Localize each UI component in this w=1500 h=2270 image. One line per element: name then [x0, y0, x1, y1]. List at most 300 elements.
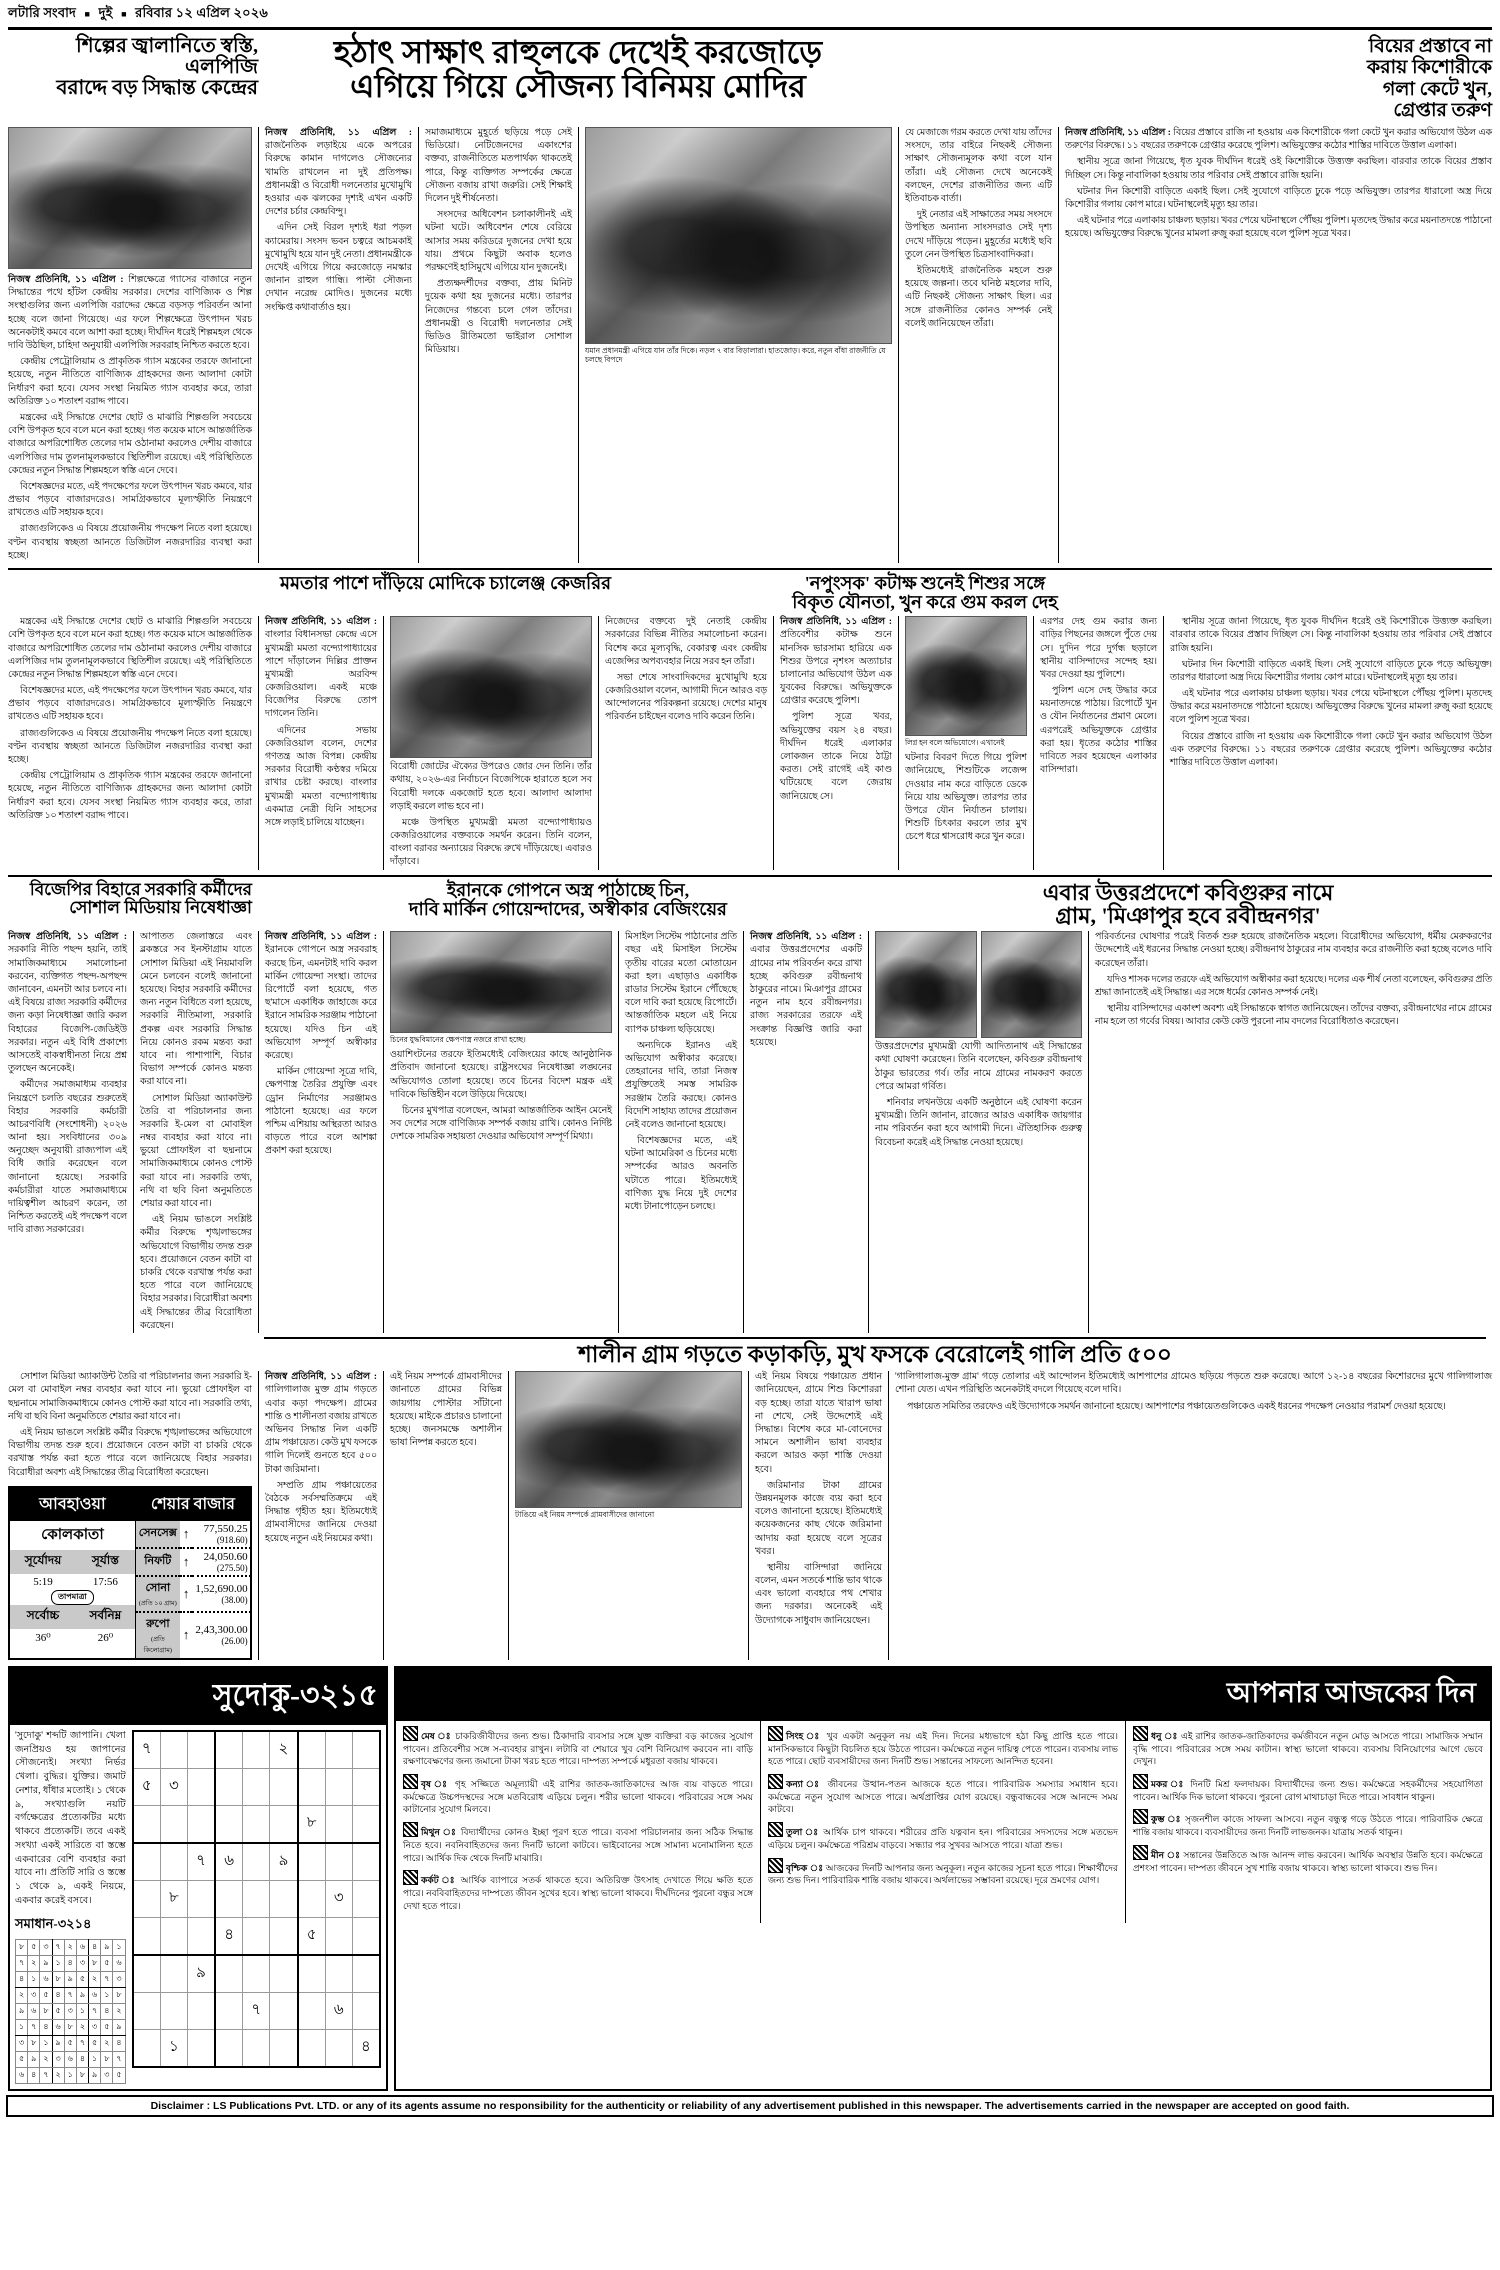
sudoku-solution-cell: ৮	[52, 1971, 64, 1987]
min-temp-label: সর্বনিম্ন	[76, 1605, 135, 1629]
lpg-cont-p3: রাজ্যগুলিকেও এ বিষয়ে প্রয়োজনীয় পদক্ষেপ নিতে বলা হয়েছে। বণ্টন ব্যবস্থায় স্বচ্ছতা আনতে ডিজিটাল নজরদারির ব্যবস্থা করা হচ্ছে।	[8, 728, 252, 766]
sudoku-cell[interactable]	[215, 1992, 243, 2029]
sudoku-cell[interactable]: ৭	[187, 1843, 215, 1881]
column-main-photo	[578, 127, 898, 563]
sudoku-cell[interactable]	[352, 1955, 380, 1993]
sudoku-cell[interactable]	[187, 1880, 215, 1917]
sudoku-cell[interactable]	[298, 2029, 326, 2067]
second-block-rule	[8, 568, 1492, 570]
police-officers-photo	[905, 616, 1027, 736]
sudoku-row	[133, 1992, 380, 2029]
lpg-cont-body	[8, 616, 252, 823]
sudoku-solution-cell: ১	[101, 1987, 113, 2003]
sudoku-cell[interactable]	[215, 1880, 243, 1917]
sudoku-cell[interactable]	[352, 1880, 380, 1917]
sudoku-cell[interactable]	[352, 1917, 380, 1955]
sudoku-row	[133, 1955, 380, 1993]
weather-sun-values	[10, 1574, 135, 1590]
sudoku-solution-cell: ২	[40, 2051, 52, 2067]
horoscope-sign-text: জীবনের উত্থান-পতন আজকে হতে পারে। পারিবারিক সমস্যার সমাধান হবে। কর্মক্ষেত্রে নতুন সুযোগ আসতে পারে। অর্থপ্রাপ্তির যোগ রয়েছে। বন্ধুবান্ধবের সঙ্গে আনন্দে সময় কাটবে।	[768, 1778, 1118, 1815]
sudoku-cell[interactable]: ৯	[270, 1843, 298, 1881]
sudoku-cell[interactable]: ৩	[325, 1880, 352, 1917]
iran-c1-p2: মার্কিন গোয়েন্দা সূত্রে দাবি, ক্ষেপণাস্ত্র তৈরির প্রযুক্তি এবং ড্রোন নির্মাণের সরঞ্জামও পাঠানো হয়েছে। এর ফলে পশ্চিম এশিয়ায় অস্থিরতা আরও বাড়তে পারে বলে আশঙ্কা প্রকাশ করা হয়েছে।	[265, 1067, 377, 1157]
masthead	[0, 0, 1500, 27]
sudoku-solution-cell: ৯	[64, 1971, 76, 1987]
disclaimer: Disclaimer : LS Publications Pvt. LTD. or any of its agents assume no responsibility for the authenticity or reliability of any advertisement published in this newspaper. The advertisements carried in the newspaper are accepted on good faith.	[6, 2095, 1494, 2117]
stock-value: 77,550.25 (918.60)	[203, 1522, 248, 1545]
sudoku-cell[interactable]	[133, 1955, 161, 1993]
sudoku-cell[interactable]: ৮	[160, 1880, 187, 1917]
sudoku-cell[interactable]	[298, 1768, 326, 1805]
child-headline: 'নপুংসক' কটাক্ষ শুনেই শিশুর সঙ্গে বিকৃত যৌনতা, খুন করে গুম করল দেহ	[792, 573, 1058, 613]
sudoku-cell[interactable]	[325, 1768, 352, 1805]
horoscope-sign-name: কর্কট ঃ	[421, 1875, 461, 1886]
bjp-c1-p2: কর্মীদের সমাজমাধ্যম ব্যবহার নিয়ন্ত্রণে চলতি বছরের শুরুতেই বিহার সরকারি কর্মচারী আচরণবিধি (সংশোধনী) ২০২৬ আনা হয়। সংবিধানের ৩০৯ অনুচ্ছেদ অনুযায়ী রাজ্যপাল এই বিধি জারি করেছেন বলে জানানো হয়েছে। সরকারি কর্মচারীরা যাতে সমাজমাধ্যমে দায়িত্বশীল আচরণ করেন, তা নিশ্চিত করতেই এই পদক্ষেপ বলে দাবি রাজ্য সরকারের।	[8, 1080, 127, 1236]
column-up-a	[743, 931, 868, 1333]
sudoku-row	[133, 1731, 380, 1769]
sudoku-solution-cell: ৫	[101, 1955, 113, 1971]
sudoku-cell[interactable]	[133, 1880, 161, 1917]
bjp-col2	[140, 931, 252, 1333]
sudoku-solution-cell: ৫	[52, 2003, 64, 2019]
sudoku-cell[interactable]	[133, 1843, 161, 1881]
horoscope-columns	[396, 1721, 1490, 1924]
zodiac-icon	[403, 1822, 418, 1837]
sudoku-solution-cell: ৪	[52, 1987, 64, 2003]
sudoku-cell[interactable]	[325, 1843, 352, 1881]
zodiac-icon	[1133, 1845, 1148, 1860]
sudoku-cell[interactable]	[133, 2029, 161, 2067]
column-child-b	[1033, 616, 1163, 870]
sudoku-row	[133, 1843, 380, 1881]
sudoku-cell[interactable]	[243, 2029, 270, 2067]
column-iran-a	[258, 931, 383, 1333]
sudoku-solution-cell: ২	[76, 2019, 88, 2035]
sudoku-solution-cell: ৮	[28, 2035, 40, 2051]
child-c1-p2: পুলিশ সূত্রে খবর, অভিযুক্তের বয়স ২৪ বছর। দীর্ঘদিন ধরেই এলাকার লোকজন তাকে নিয়ে ঠাট্টা করত। সেই রাগেই এই কাণ্ড ঘটিয়েছে বলে জেরায় জানিয়েছে সে।	[780, 712, 892, 802]
masthead-page-label: দুই	[98, 5, 113, 20]
sudoku-cell[interactable]	[215, 1768, 243, 1805]
lpg-p3: মন্ত্রকের এই সিদ্ধান্তে দেশের ছোট ও মাঝারি শিল্পগুলি সবচেয়ে বেশি উপকৃত হবে বলে মনে করা হচ্ছে। গত কয়েক মাসে আন্তর্জাতিক বাজারে অপরিশোধিত তেলের দাম ওঠানামা করলেও দেশীয় বাজারে এলপিজির দাম তুলনামূলকভাবে স্থিতিশীল রয়েছে। এই পরিস্থিতিতে কেন্দ্রের নতুন সিদ্ধান্ত শিল্পমহলে স্বস্তি এনে দেবে।	[8, 412, 252, 476]
table-row	[136, 1548, 251, 1576]
sudoku-cell[interactable]	[243, 1917, 270, 1955]
sudoku-cell[interactable]	[215, 2029, 243, 2067]
sudoku-cell[interactable]: ৩	[160, 1768, 187, 1805]
column-up-b	[1088, 931, 1492, 1333]
infobox-wrapper	[8, 1486, 252, 1660]
village-c1-p1: গালিগালাজ মুক্ত গ্রাম গড়তে এবার কড়া পদক্ষেপ। গ্রামের শান্তি ও শালীনতা বজায় রাখতে অভিনব সিদ্ধান্ত নিল একটি গ্রাম পঞ্চায়েত। কেউ মুখ ফসকে গালি দিলেই গুনতে হবে ৫০০ টাকা জরিমানা।	[265, 1385, 377, 1475]
sudoku-cell[interactable]	[160, 1843, 187, 1881]
bjp-col1	[8, 931, 127, 1237]
bjp-c2-p3: এই নিয়ম ভাঙলে সংশ্লিষ্ট কর্মীর বিরুদ্ধে শৃঙ্খলাভঙ্গের অভিযোগে বিভাগীয় তদন্ত শুরু হবে। প্রয়োজনে বেতন কাটা বা চাকরি থেকে বরখাস্ত পর্যন্ত করা হতে পারে বলে জানিয়েছে বিহার সরকার। বিরোধীরা অবশ্য এই সিদ্ধান্তের তীব্র বিরোধিতা করেছেন।	[140, 1215, 252, 1331]
top-headline-row	[8, 36, 1492, 121]
sudoku-cell[interactable]	[352, 1843, 380, 1881]
main-c2-p1: সমাজমাধ্যমে মুহূর্তে ছড়িয়ে পড়ে সেই ভিডিয়ো। নেটিজেনদের একাংশের বক্তব্য, রাজনীতিতে মতপার্থক্য থাকতেই পারে, কিন্তু ব্যক্তিগত সম্পর্কের ক্ষেত্রে সৌজন্য বজায় রাখা জরুরি। সেই শিক্ষাই দিলেন দুই শীর্ষনেতা।	[425, 128, 572, 204]
sudoku-cell[interactable]	[270, 1880, 298, 1917]
sudoku-cell[interactable]	[298, 1843, 326, 1881]
child-col2	[905, 752, 1027, 844]
sudoku-left	[15, 1730, 126, 2084]
sudoku-solution-cell: ৫	[40, 1987, 52, 2003]
column-infoboxes	[8, 1371, 258, 1660]
sudoku-cell[interactable]	[298, 1992, 326, 2029]
sudoku-solution-cell: ২	[16, 1987, 28, 2003]
sudoku-solution-cell: ৯	[40, 1955, 52, 1971]
sudoku-cell[interactable]	[243, 1880, 270, 1917]
sudoku-solution-cell: ৪	[16, 1971, 28, 1987]
sudoku-solution-cell: ৮	[76, 2067, 88, 2083]
stock-direction-icon: ↑	[182, 1585, 190, 1601]
main-byline: নিজস্ব প্রতিনিধি, ১১ এপ্রিল :	[265, 128, 412, 139]
main-col3	[905, 127, 1052, 331]
sudoku-solution-cell: ৩	[113, 1971, 125, 1987]
sudoku-solution-cell: ৭	[101, 1971, 113, 1987]
sudoku-cell[interactable]: ৪	[215, 1917, 243, 1955]
up-c1-p2: উত্তরপ্রদেশের মুখ্যমন্ত্রী যোগী আদিত্যনাথ এই সিদ্ধান্তের কথা ঘোষণা করেছেন। তিনি বলেছেন, কবিগুরু রবীন্দ্রনাথ ঠাকুর ভারতের গর্ব। তাঁর নামে গ্রামের নামকরণ করতে পেরে আমরা গর্বিত।	[875, 1042, 1082, 1092]
sudoku-solution-cell: ৯	[28, 2051, 40, 2067]
sudoku-solution-cell: ৯	[16, 2003, 28, 2019]
sudoku-cell[interactable]: ৯	[187, 1955, 215, 1993]
sudoku-solution-cell: ৭	[64, 1987, 76, 2003]
sudoku-cell[interactable]	[243, 1768, 270, 1805]
sudoku-cell[interactable]	[298, 1880, 326, 1917]
sudoku-solution-row	[16, 2067, 126, 2083]
weather-temp-labels	[10, 1605, 135, 1629]
main-c1-p2: এদিন সেই বিরল দৃশ্যই ধরা পড়ল ক্যামেরায়। সংসদ ভবন চত্বরে আচমকাই মুখোমুখি হয়ে যান দুই নেতা। প্রধানমন্ত্রীকে দেখেই এগিয়ে গিয়ে করজোড়ে নমস্কার জানান রাহুল গান্ধি। পাল্টা সৌজন্য দেখান নরেন্দ্র মোদিও। দুজনের মধ্যে সংক্ষিপ্ত কথাবার্তাও হয়।	[265, 223, 412, 313]
sudoku-cell[interactable]	[160, 1992, 187, 2029]
village-col2	[390, 1371, 502, 1450]
sudoku-cell[interactable]	[270, 1917, 298, 1955]
up-c2-p1: পরিবর্তনের ঘোষণার পরেই বিতর্ক শুরু হয়েছে রাজনৈতিক মহলে। বিরোধীদের অভিযোগ, ধর্মীয় মেরুকরণের উদ্দেশ্যেই এই ধরনের সিদ্ধান্ত নেওয়া হচ্ছে। রবীন্দ্রনাথ ঠাকুরের নাম ব্যবহার করে রাজনীতি করা হচ্ছে বলেও দাবি করেছেন তাঁরা।	[1095, 932, 1492, 969]
second-body-row	[8, 616, 1492, 870]
sudoku-cell[interactable]	[352, 1805, 380, 1843]
sudoku-solution-row	[16, 2003, 126, 2019]
up-col2	[875, 1041, 1082, 1150]
sudoku-cell[interactable]	[270, 1768, 298, 1805]
sudoku-solution-cell: ৬	[113, 1955, 125, 1971]
sudoku-cell[interactable]	[133, 1917, 161, 1955]
military-vehicle-photo	[390, 931, 612, 1033]
sudoku-row	[133, 1768, 380, 1805]
village-spacer	[8, 1337, 258, 1367]
horoscope-title: আপনার আজকের দিন	[396, 1668, 1490, 1721]
mamata-col3	[605, 616, 767, 725]
sudoku-cell[interactable]	[270, 1805, 298, 1843]
sudoku-solution-cell: ৩	[89, 2019, 101, 2035]
horoscope-sign-text: আজকের দিনটি আপনার জন্য অনুকূল। নতুন কাজের সূচনা হতে পারে। শিক্ষার্থীদের জন্য শুভ দিন। পারিবারিক শান্তি বজায় থাকবে। অর্থলাভের সম্ভাবনা রয়েছে। দূরে ভ্রমণের যোগ।	[768, 1862, 1118, 1886]
table-row	[136, 1612, 251, 1658]
sudoku-cell[interactable]	[325, 1917, 352, 1955]
sudoku-cell[interactable]	[187, 1768, 215, 1805]
weather-city: কোলকাতা	[41, 1526, 104, 1543]
sudoku-solution-cell: ৪	[76, 2051, 88, 2067]
sudoku-cell[interactable]	[352, 1992, 380, 2029]
bottom-row	[8, 1666, 1492, 2091]
horoscope-entry	[768, 1726, 1118, 1768]
sudoku-solution-row	[16, 1971, 126, 1987]
sunrise-label: সূর্যোদয়	[10, 1550, 76, 1574]
up-c1-p1: এবার উত্তরপ্রদেশের একটি গ্রামের নাম পরিবর্তন করে রাখা হচ্ছে কবিগুরু রবীন্দ্রনাথ ঠাকুরের নামে। মিঞাপুর গ্রামের নতুন নাম হবে রবীন্দ্রনগর। রাজ্য সরকারের তরফে এই সংক্রান্ত বিজ্ঞপ্তি জারি করা হয়েছে।	[750, 945, 862, 1048]
mamata-c3-p1: নিজেদের বক্তব্যে দুই নেতাই কেন্দ্রীয় সরকারের বিভিন্ন নীতির সমালোচনা করেন। বিশেষ করে মূল্যবৃদ্ধি, বেকারত্ব এবং কেন্দ্রীয় এজেন্সির অপব্যবহার নিয়ে সরব হন তাঁরা।	[605, 617, 767, 667]
masthead-separator-2: ■	[121, 9, 127, 20]
main-headline-zone	[258, 36, 898, 121]
sudoku-cell[interactable]: ১	[160, 2029, 187, 2067]
sudoku-cell[interactable]	[187, 1805, 215, 1843]
sudoku-cell[interactable]	[133, 1805, 161, 1843]
zodiac-icon	[403, 1774, 418, 1789]
sudoku-solution-cell: ৭	[52, 1939, 64, 1955]
sudoku-grid-wrap[interactable]	[132, 1730, 381, 2084]
sudoku-cell[interactable]	[325, 1805, 352, 1843]
horoscope-sign-text: এই রাশির জাতক-জাতিকাদের কর্মজীবনে নতুন মোড় আসতে পারে। সামাজিক সম্মান বৃদ্ধি পাবে। পরিবারের সঙ্গে সময় কাটান। স্বাস্থ্য ভালো থাকবে। ব্যবসায় বিনিয়োগের আগে ভেবে দেখুন।	[1133, 1730, 1483, 1767]
murder-cont-body	[1170, 616, 1492, 770]
horoscope-entry	[768, 1822, 1118, 1851]
masthead-separator-1: ■	[84, 9, 91, 20]
horoscope-sign-name: মেষ ঃ	[421, 1730, 456, 1741]
sudoku-cell[interactable]	[243, 1955, 270, 1993]
sudoku-cell[interactable]	[352, 1768, 380, 1805]
sudoku-solution-cell: ৭	[40, 2067, 52, 2083]
iran-c3-p3: বিশেষজ্ঞদের মতে, এই ঘটনা আমেরিকা ও চিনের মধ্যে সম্পর্কের আরও অবনতি ঘটাতে পারে। ইতিমধ্যেই বাণিজ্য যুদ্ধ নিয়ে দুই দেশের মধ্যে টানাপোড়েন চলছে।	[625, 1136, 737, 1213]
village-photo-caption: টাঙিয়ে এই নিয়ম সম্পর্কে গ্রামবাসীদের জানানো	[515, 1510, 655, 1520]
column-mamata-c	[598, 616, 773, 870]
sudoku-cell[interactable]	[215, 1805, 243, 1843]
military-photo-caption: চিনের যুদ্ধবিমানের ক্ষেপণাস্ত্র নজরে রাখা হচ্ছে।	[390, 1035, 526, 1045]
sudoku-cell[interactable]	[160, 1731, 187, 1769]
sudoku-solution-cell: ৬	[28, 2003, 40, 2019]
lpg-p4: বিশেষজ্ঞদের মতে, এই পদক্ষেপের ফলে উৎপাদন খরচ কমবে, যার প্রভাব পড়বে বাজারদরেও। সামগ্রিকভাবে মূল্যস্ফীতি নিয়ন্ত্রণে রাখতেও এটি সহায়ক হবে।	[8, 481, 252, 519]
horoscope-sign-text: সৃজনশীল কাজে সাফল্য আসবে। নতুন বন্ধুত্ব গড়ে উঠতে পারে। পারিবারিক ক্ষেত্রে শান্তি বজায় থাকবে। ব্যবসায়ীদের জন্য দিনটি লাভজনক। যাত্রায় সতর্ক থাকুন।	[1133, 1814, 1483, 1838]
sudoku-row	[133, 1917, 380, 1955]
sudoku-solution-cell: ৫	[16, 2051, 28, 2067]
stock-name: রুপো (প্রতি কিলোগ্রাম)	[136, 1612, 180, 1658]
sudoku-solution-cell: ৪	[101, 2003, 113, 2019]
sudoku-solution-row	[16, 1939, 126, 1955]
horoscope-sign-text: গৃহ সজ্জিতে অমূল্যায়ী এই রাশির জাতক-জাতিকাদের আজ ব্যয় বাড়তে পারে। কর্মক্ষেত্রে উচ্চপদস্থদের সঙ্গে মতবিরোধ এড়িয়ে চলুন। শরীর ভালো থাকবে। পরিবারের সঙ্গে সময় কাটানোর সুযোগ মিলবে।	[403, 1778, 753, 1815]
murder-cont-p4: বিয়ের প্রস্তাবে রাজি না হওয়ায় এক কিশোরীকে গলা কেটে খুন করার অভিযোগ উঠল এক তরুণের বিরুদ্ধে। ১১ বছরের তরুণকে গ্রেপ্তার করেছে পুলিশ। অভিযুক্তের কঠোর শাস্তির দাবিতে উত্তাল এলাকা।	[1170, 731, 1492, 769]
column-mamata-a	[258, 616, 383, 870]
sudoku-cell[interactable]: ২	[270, 1731, 298, 1769]
sudoku-cell[interactable]: ৮	[298, 1805, 326, 1843]
village-c3-p1: এই নিয়ম বিষয়ে পঞ্চায়েত প্রধান জানিয়েছেন, গ্রামে শিশু কিশোররা বড় হচ্ছে। তারা যাতে খারাপ ভাষা না শেখে, সেই উদ্দেশ্যেই এই সিদ্ধান্ত। বিশেষ করে মা-বোনেদের সামনে অশালীন ভাষা ব্যবহার করলে আরও কড়া শাস্তি দেওয়া হবে।	[755, 1372, 882, 1475]
police-photo-caption: লিগ্ন হন বলে অভিযোগে। এখানেই	[905, 738, 1005, 748]
sudoku-solution-cell: ৬	[89, 1987, 101, 2003]
sudoku-cell[interactable]: ৪	[352, 2029, 380, 2067]
sudoku-solution-row	[16, 2035, 126, 2051]
sudoku-row	[133, 2029, 380, 2067]
village-c4-p1: 'গালিগালাজ-মুক্ত গ্রাম' গড়ে তোলার এই আন্দোলন ইতিমধ্যেই আশপাশের গ্রামেও ছড়িয়ে পড়তে শুরু করেছে। আগে ১২-১৪ বছরের কিশোরদের মুখে গালিগালাজ শোনা যেত। এখন পরিস্থিতি অনেকটাই বদলে গিয়েছে বলে দাবি।	[895, 1372, 1492, 1396]
murder-cont-p2: ঘটনার দিন কিশোরী বাড়িতে একাই ছিল। সেই সুযোগে বাড়িতে ঢুকে পড়ে অভিযুক্ত। তারপর ধারালো অস্ত্র দিয়ে কিশোরীর গলায় কোপ মারে। ঘটনাস্থলেই মৃত্যু হয় তার।	[1170, 659, 1492, 683]
horoscope-entry	[768, 1858, 1118, 1887]
sudoku-cell[interactable]	[215, 1731, 243, 1769]
horoscope-entry	[1133, 1726, 1483, 1768]
stock-name: নিফটি	[136, 1548, 180, 1576]
bjp-c1-p1: সরকারি নীতি পছন্দ হয়নি, তাই সামাজিকমাধ্যমে সমালোচনা করবেন, ব্যক্তিগত পছন্দ-অপছন্দ জানাবেন, এমনটা আর চলবে না। এই বিষয়ে রাজ্য সরকারি কর্মীদের জন্য কড়া নিষেধাজ্ঞা জারি করল বিহারের বিজেপি-জেডিইউ সরকার। নতুন এই বিধি প্রকাশ্যে আসতেই বাকস্বাধীনতা নিয়ে প্রশ্ন তুলছেন অনেকেই।	[8, 945, 127, 1075]
sudoku-cell[interactable]	[352, 1731, 380, 1769]
sudoku-cell[interactable]	[187, 1731, 215, 1769]
sudoku-solution-cell: ১	[52, 1955, 64, 1971]
up-c1-p3: শনিবার লখনউয়ে একটি অনুষ্ঠানে এই ঘোষণা করেন মুখ্যমন্ত্রী। তিনি জানান, রাজ্যের আরও একাধিক জায়গার নাম পরিবর্তন করা হবে আগামী দিনে। ঐতিহাসিক গুরুত্ব বিবেচনা করেই এই সিদ্ধান্ত নেওয়া হয়েছে।	[875, 1098, 1082, 1148]
horoscope-entry	[768, 1774, 1118, 1816]
table-row	[136, 1576, 251, 1612]
up-col3	[1095, 931, 1492, 1029]
village-argument-photo	[515, 1371, 742, 1508]
sudoku-solution-cell: ৪	[64, 1955, 76, 1971]
stock-name: সোনা (প্রতি ১০ গ্রাম)	[136, 1576, 180, 1612]
weather-table	[10, 1550, 135, 1646]
zodiac-icon	[768, 1774, 783, 1789]
sudoku-solution-cell: ৫	[76, 1971, 88, 1987]
village-c3-p2: জরিমানার টাকা গ্রামের উন্নয়নমূলক কাজে ব্যয় করা হবে বলেও জানানো হয়েছে। ইতিমধ্যেই কয়েকজনের কাছ থেকে জরিমানা আদায় করা হয়েছে বলে সূত্রের খবর।	[755, 1480, 882, 1557]
top-left-headline: শিল্পের জ্বালানিতে স্বস্তি, এলপিজি বরাদ্দে বড় সিদ্ধান্ত কেন্দ্রের	[56, 35, 258, 100]
sudoku-cell[interactable]: ৫	[298, 1917, 326, 1955]
sudoku-cell[interactable]	[325, 1955, 352, 1993]
mamata-c1-p2: এদিনের সভায় কেজরিওয়াল বলেন, দেশের গণতন্ত্র আজ বিপন্ন। কেন্দ্রীয় সরকার বিরোধী কণ্ঠস্বর দমিয়ে রাখার চেষ্টা করছে। বাংলার মুখ্যমন্ত্রী মমতা বন্দ্যোপাধ্যায় একমাত্র নেত্রী যিনি সাহসের সঙ্গে লড়াই চালিয়ে যাচ্ছেন।	[265, 725, 377, 828]
sudoku-cell[interactable]	[243, 1731, 270, 1769]
zodiac-icon	[403, 1726, 418, 1741]
bjp-headline: বিজেপির বিহারে সরকারি কর্মীদের সোশাল মিডিয়ায় নিষেধাজ্ঞা	[29, 879, 252, 917]
sudoku-grid[interactable]	[132, 1730, 381, 2068]
sudoku-cell[interactable]	[270, 1992, 298, 2029]
iran-c3-p2: অন্যদিকে ইরানও এই অভিযোগ অস্বীকার করেছে। তেহরানের দাবি, তারা নিজস্ব প্রযুক্তিতেই সমস্ত সামরিক সরঞ্জাম তৈরি করছে। কোনও বিদেশি সাহায্য তাদের প্রয়োজন নেই বলেও জানানো হয়েছে।	[625, 1040, 737, 1130]
column-bjp-a	[8, 931, 133, 1333]
sudoku-cell[interactable]	[243, 1805, 270, 1843]
spacer-left	[8, 574, 258, 612]
sudoku-cell[interactable]: ৭	[243, 1992, 270, 2029]
sudoku-cell[interactable]	[160, 1805, 187, 1843]
sudoku-solution-cell: ৮	[64, 2019, 76, 2035]
sudoku-cell[interactable]: ৫	[133, 1768, 161, 1805]
min-temp-value: 26⁰	[97, 1631, 114, 1644]
yogi-adityanath-photo	[981, 931, 1083, 1038]
sunset-label: সূর্যাস্ত	[76, 1550, 135, 1574]
sudoku-solution-cell: ১	[76, 2003, 88, 2019]
column-main-b	[418, 127, 578, 563]
sudoku-cell[interactable]: ৭	[133, 1731, 161, 1769]
sudoku-solution-cell: ৯	[101, 1939, 113, 1955]
iran-col2	[390, 1049, 612, 1144]
horoscope-sign-name: মীন ঃ	[1151, 1849, 1184, 1860]
sudoku-cell[interactable]	[215, 1955, 243, 1993]
sudoku-panel	[8, 1666, 388, 2091]
lpg-cont-p1: মন্ত্রকের এই সিদ্ধান্তে দেশের ছোট ও মাঝারি শিল্পগুলি সবচেয়ে বেশি উপকৃত হবে বলে মনে করা হচ্ছে। গত কয়েক মাসে আন্তর্জাতিক বাজারে অপরিশোধিত তেলের দাম ওঠানামা করলেও দেশীয় বাজারে এলপিজির দাম তুলনামূলকভাবে স্থিতিশীল রয়েছে। এই পরিস্থিতিতে কেন্দ্রের নতুন সিদ্ধান্ত শিল্পমহলে স্বস্তি এনে দেবে।	[8, 617, 252, 680]
sudoku-cell[interactable]	[187, 2029, 215, 2067]
sudoku-cell[interactable]	[160, 1917, 187, 1955]
up-photo-pair	[875, 931, 1082, 1038]
zodiac-icon	[768, 1726, 783, 1741]
weather-sun-labels	[10, 1550, 135, 1574]
sudoku-intro: 'সুদোকু' শব্দটি জাপানি। খেলা জনপ্রিয়ও হয় জাপানের সৌজন্যেই। সংখ্যা নির্ভর খেলা। বুদ্ধির। যুক্তির। জমাট নেশার, ধাঁধার মতোই। ১ থেকে ৯, সংখ্যাগুলি নয়টি বর্গক্ষেত্রের প্রত্যেকটির মধ্যে থাকবে প্রত্যেকটি। তবে একই সংখ্যা একই সারিতে বা স্তম্ভে একবারের বেশি ব্যবহার করা যাবে না। প্রতিটি সারি ও স্তম্ভে ১ থেকে ৯, একই নিয়মে, একবার করেই বসবে।	[15, 1730, 126, 1906]
sudoku-cell[interactable]: ৬	[325, 1992, 352, 2029]
horoscope-sign-name: কন্যা ঃ	[786, 1778, 828, 1789]
horoscope-entry	[1133, 1845, 1483, 1874]
sudoku-cell[interactable]	[270, 1955, 298, 1993]
sudoku-solution-cell: ৩	[28, 1987, 40, 2003]
sudoku-cell[interactable]	[325, 1731, 352, 1769]
zodiac-icon	[1133, 1726, 1148, 1741]
zodiac-icon	[1133, 1774, 1148, 1789]
sudoku-solution-cell: ৩	[40, 1939, 52, 1955]
up-col1	[750, 931, 862, 1050]
sudoku-solution-cell: ৮	[101, 2051, 113, 2067]
sudoku-cell[interactable]	[133, 1992, 161, 2029]
column-iran-photo	[383, 931, 618, 1333]
stock-direction-icon: ↑	[182, 1553, 190, 1569]
horoscope-sign-name: ধনু ঃ	[1151, 1730, 1181, 1741]
horoscope-sign-name: তুলা ঃ	[786, 1827, 824, 1838]
table-row	[136, 1521, 251, 1548]
sudoku-solution-cell: ১	[40, 2035, 52, 2051]
sudoku-solution-cell: ৪	[28, 2067, 40, 2083]
horoscope-sign-text: চাকরিজীবীদের জন্য শুভ। ঠিকাদারি ব্যবসার সঙ্গে যুক্ত ব্যক্তিরা বড় কাজের সুযোগ পাবেন। প্রতিবেশীর সঙ্গে স-ব্যবহার রাখুন। লটারি বা শেয়ারে খুব বেশি বিনিয়োগ করবেন না। বাড়ি রক্ষণাবেক্ষণের জন্য জমানো টাকা খরচ হতে পারে। দাম্পত্য সম্পর্কে মধুরতা বজায় থাকবে।	[403, 1730, 753, 1767]
zodiac-icon	[768, 1858, 783, 1873]
sudoku-solution-cell: ৯	[89, 2067, 101, 2083]
sudoku-solution-grid	[15, 1939, 126, 2084]
sudoku-cell[interactable]	[298, 1731, 326, 1769]
main-col2	[425, 127, 572, 357]
stock-value: 2,43,300.00 (26.00)	[195, 1624, 248, 1647]
sudoku-cell[interactable]	[160, 1955, 187, 1993]
iran-c2-p2: চিনের মুখপাত্র বলেছেন, আমরা আন্তর্জাতিক আইন মেনেই সব দেশের সঙ্গে বাণিজ্যিক সম্পর্ক বজায় রাখি। কোনও নির্দিষ্ট দেশকে সামরিক সহায়তা দেওয়ার অভিযোগ সম্পূর্ণ মিথ্যা।	[390, 1106, 612, 1143]
sudoku-solution-cell: ৯	[52, 2035, 64, 2051]
sudoku-cell[interactable]	[298, 1955, 326, 1993]
sudoku-solution-cell: ২	[28, 1955, 40, 1971]
column-village-b	[383, 1371, 508, 1660]
murder-cont-p1: স্থানীয় সূত্রে জানা গিয়েছে, ধৃত যুবক দীর্ঘদিন ধরেই ওই কিশোরীকে উত্ত্যক্ত করছিল। বারবার তাকে বিয়ের প্রস্তাব দিচ্ছিল সে। কিন্তু নাবালিকা হওয়ায় তার পরিবার সেই প্রস্তাবে রাজি হয়নি।	[1170, 617, 1492, 654]
mamata-c3-p2: সভা শেষে সাংবাদিকদের মুখোমুখি হয়ে কেজরিওয়াল বলেন, আগামী দিনে আরও বড় আন্দোলনের পরিকল্পনা রয়েছে। দেশের মানুষ পরিবর্তন চাইছেন বলেও দাবি করেন তিনি।	[605, 672, 767, 723]
sudoku-solution-cell: ৮	[16, 1939, 28, 1955]
sudoku-cell[interactable]: ৬	[215, 1843, 243, 1881]
bjp-byline: নিজস্ব প্রতিনিধি, ১১ এপ্রিল :	[8, 932, 127, 943]
bjp-c2-p1: আপাতত জেলাস্তরে এবং ব্লকস্তরে সব ইনস্টাগ্রাম যাতে সোশাল মিডিয়া এই নিয়মাবলি মেনে চলবেন বলেই জানানো হয়েছে। বিহার সরকারি কর্মীদের জন্য নতুন বিধিতে বলা হয়েছে, সরকারি নীতিমালা, সরকারি প্রকল্প এবং সরকারি সিদ্ধান্ত নিয়ে কোনও রকম মন্তব্য করা যাবে না। পাশাপাশি, বিচার বিভাগ সম্পর্কে কোনও মন্তব্য করা যাবে না।	[140, 932, 252, 1088]
murder-p1: বিয়ের প্রস্তাবে রাজি না হওয়ায় এক কিশোরীকে গলা কেটে খুন করার অভিযোগ উঠল এক তরুণের বিরুদ্ধে। ১১ বছরের তরুণকে গ্রেপ্তার করেছে পুলিশ। অভিযুক্তের কঠোর শাস্তির দাবিতে উত্তাল এলাকা।	[1065, 128, 1492, 152]
column-child-a	[773, 616, 898, 870]
iran-headline: ইরানকে গোপনে অস্ত্র পাঠাচ্ছে চিন, দাবি মার্কিন গোয়েন্দাদের, অস্বীকার বেজিংয়ের	[409, 879, 727, 919]
main-c3-p3: ইতিমধ্যেই রাজনৈতিক মহলে শুরু হয়েছে জল্পনা। তবে ঘনিষ্ঠ মহলের দাবি, এটি নিছকই সৌজন্য সাক্ষাৎ ছিল। এর সঙ্গে রাজনীতির কোনও সম্পর্ক নেই বলেই জানিয়েছেন তাঁরা।	[905, 265, 1052, 329]
sudoku-solution-cell: ৩	[16, 2035, 28, 2051]
bjp-overflow-p2: এই নিয়ম ভাঙলে সংশ্লিষ্ট কর্মীর বিরুদ্ধে শৃঙ্খলাভঙ্গের অভিযোগে বিভাগীয় তদন্ত শুরু হবে। প্রয়োজনে বেতন কাটা বা চাকরি থেকে বরখাস্ত পর্যন্ত করা হতে পারে বলে জানিয়েছে বিহার সরকার। বিরোধীরা অবশ্য এই সিদ্ধান্তের তীব্র বিরোধিতা করেছেন।	[8, 1428, 252, 1478]
sudoku-cell[interactable]	[325, 2029, 352, 2067]
mamata-headline: মমতার পাশে দাঁড়িয়ে মোদিকে চ্যালেঞ্জ কেজরির	[279, 573, 612, 593]
child-col3	[1040, 616, 1157, 777]
main-c3-p2: দুই নেতার এই সাক্ষাতের সময় সংসদে উপস্থিত অন্যান্য সাংসদরাও সেই দৃশ্য দেখে দাঁড়িয়ে পড়েন। মুহূর্তের মধ্যেই ছবি তুলে নেন উপস্থিত চিত্রসাংবাদিকরা।	[905, 210, 1052, 260]
sudoku-cell[interactable]	[270, 2029, 298, 2067]
sudoku-cell[interactable]	[243, 1843, 270, 1881]
horoscope-column-1	[396, 1721, 760, 1924]
horoscope-entry	[1133, 1774, 1483, 1803]
sudoku-cell[interactable]	[187, 1992, 215, 2029]
murder-p2: স্থানীয় সূত্রে জানা গিয়েছে, ধৃত যুবক দীর্ঘদিন ধরেই ওই কিশোরীকে উত্ত্যক্ত করছিল। বারবার তাকে বিয়ের প্রস্তাব দিচ্ছিল সে। কিন্তু নাবালিকা হওয়ায় তার পরিবার সেই প্রস্তাবে রাজি হয়নি।	[1065, 157, 1492, 181]
sudoku-row	[133, 1805, 380, 1843]
sudoku-solution-cell: ৮	[89, 1955, 101, 1971]
village-c3-p3: স্থানীয় বাসিন্দারা জানিয়ে বলেন, এমন সতর্কে শান্তি ভাব থাকে এবং ভালো ব্যবহারে পথ শেখার জন্য দরকার। অনেকেই এই উদ্যোগকে সাধুবাদ জানিয়েছেন।	[755, 1562, 882, 1626]
masthead-date: রবিবার ১২ এপ্রিল ২০২৬	[135, 5, 269, 20]
iran-byline: নিজস্ব প্রতিনিধি, ১১ এপ্রিল :	[265, 932, 377, 943]
mamata-byline: নিজস্ব প্রতিনিধি, ১১ এপ্রিল :	[265, 617, 377, 628]
column-village-d	[888, 1371, 1492, 1660]
iran-c2-p1: ওয়াশিংটনের তরফে ইতিমধ্যেই বেজিংয়ের কাছে আনুষ্ঠানিক প্রতিবাদ জানানো হয়েছে। রাষ্ট্রসংঘের নিষেধাজ্ঞা লঙ্ঘনের অভিযোগও তোলা হয়েছে। তবে চিনের বিদেশ মন্ত্রক এই দাবিকে ভিত্তিহীন বলে উড়িয়ে দিয়েছে।	[390, 1050, 612, 1100]
sudoku-solution-cell: ৬	[16, 2067, 28, 2083]
mamata-c2-p1: বিরোধী জোটের ঐক্যের উপরেও জোর দেন তিনি। তাঁর কথায়, ২০২৬-এর নির্বাচনে বিজেপিকে হারাতে হলে সব বিরোধী দলকে একজোট হতে হবে। আলাদা আলাদা লড়াই করলে লাভ হবে না।	[390, 762, 592, 812]
horoscope-column-3	[1125, 1721, 1490, 1924]
stock-direction-icon: ↑	[182, 1525, 190, 1541]
horoscope-entry	[1133, 1809, 1483, 1838]
stock-name: সেনসেক্স	[136, 1521, 180, 1548]
lpg-p1: শিল্পক্ষেত্রে গ্যাসের বাজারে নতুন সিদ্ধান্তের পথে হাঁটল কেন্দ্রীয় সরকার। দেশের বাণিজ্যিক ও শিল্প সংস্থাগুলির জন্য এলপিজি বরাদ্দের ক্ষেত্রে বড়সড় পরিবর্তন আনা হচ্ছে বলে জানা গিয়েছে। এর ফলে শিল্পক্ষেত্রে উৎপাদন খরচ অনেকটাই কমবে বলে আশা করা হচ্ছে। দীর্ঘদিন ধরেই শিল্পমহল থেকে দাবি উঠছিল, চাহিদা অনুযায়ী এলপিজি সরবরাহ নিশ্চিত করতে হবে।	[8, 275, 252, 351]
column-bjp-b	[133, 931, 258, 1333]
sudoku-cell[interactable]	[187, 1917, 215, 1955]
village-headline: শালীন গ্রাম গড়তে কড়াকড়ি, মুখ ফসকে বেরোলেই গালি প্রতি ৫০০	[578, 1341, 1172, 1367]
